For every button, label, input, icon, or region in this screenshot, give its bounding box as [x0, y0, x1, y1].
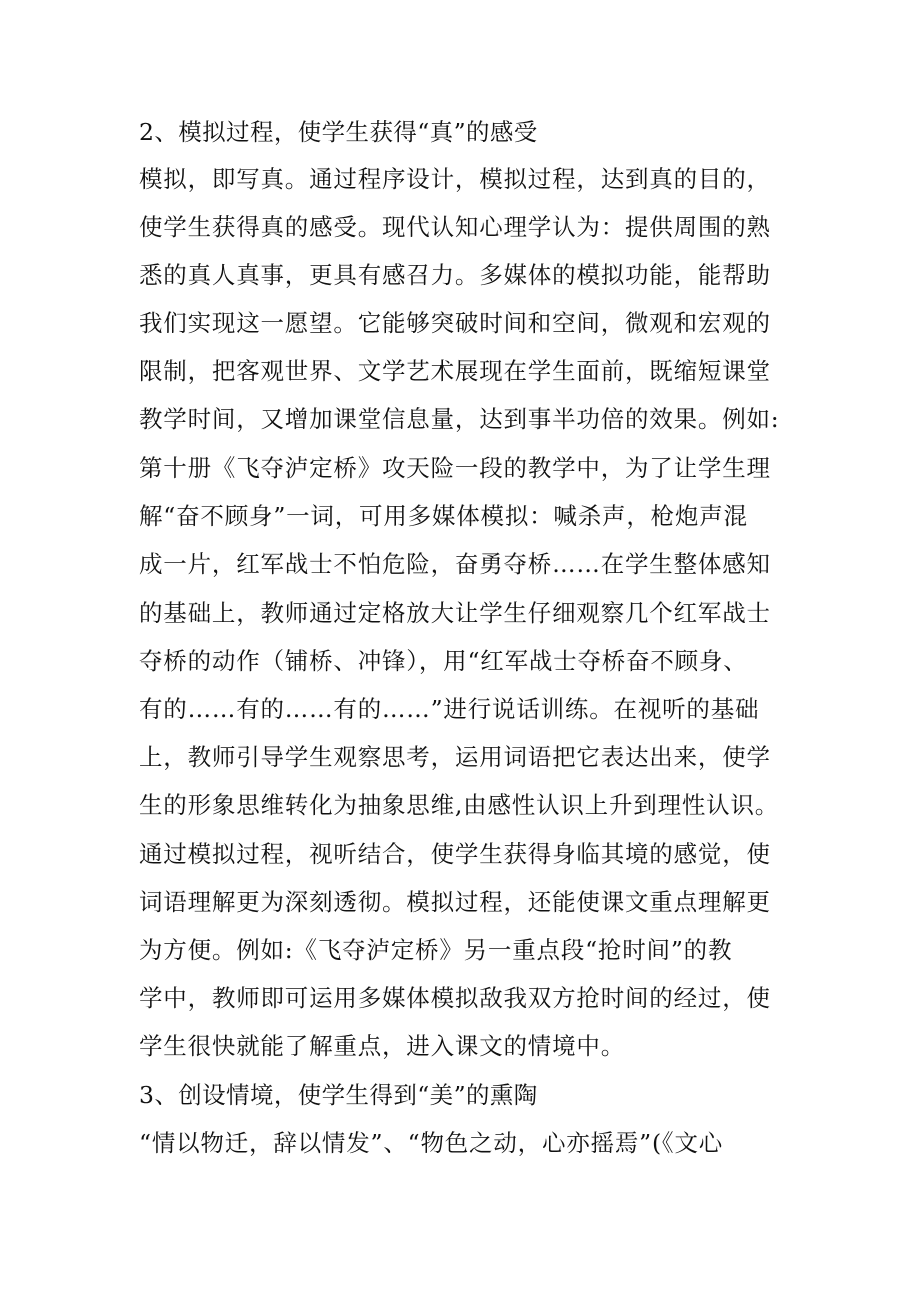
paragraph-line: 成一片，红军战士不怕危险，奋勇夺桥……在学生整体感知 — [139, 550, 771, 578]
paragraph-line: 有的……有的……有的……”进行说话训练。在视听的基础 — [139, 695, 760, 723]
paragraph-line: 学中，教师即可运用多媒体模拟敌我双方抢时间的经过，使 — [139, 984, 771, 1012]
paragraph-line: 通过模拟过程，视听结合，使学生获得身临其境的感觉，使 — [139, 840, 771, 868]
paragraph-line: “情以物迁，辞以情发”、“物色之动，心亦摇焉”(《文心 — [139, 1129, 724, 1157]
section-heading-3: 3、创设情境，使学生得到“美”的熏陶 — [139, 1081, 538, 1109]
paragraph-line: 我们实现这一愿望。它能够突破时间和空间，微观和宏观的 — [139, 309, 771, 337]
paragraph-line: 第十册《飞夺泸定桥》攻天险一段的教学中，为了让学生理 — [139, 454, 771, 482]
paragraph-line: 限制，把客观世界、文学艺术展现在学生面前，既缩短课堂 — [139, 357, 771, 385]
paragraph-line: 为方便。例如:《飞夺泸定桥》另一重点段“抢时间”的教 — [139, 936, 733, 964]
paragraph-line: 教学时间，又增加课堂信息量，达到事半功倍的效果。例如: — [139, 405, 780, 433]
paragraph-line: 词语理解更为深刻透彻。模拟过程，还能使课文重点理解更 — [139, 888, 771, 916]
paragraph-line: 模拟，即写真。通过程序设计，模拟过程，达到真的目的， — [139, 165, 771, 193]
paragraph-line: 生的形象思维转化为抽象思维,由感性认识上升到理性认识。 — [139, 791, 780, 819]
paragraph-line: 的基础上，教师通过定格放大让学生仔细观察几个红军战士 — [139, 599, 771, 627]
paragraph-line: 上，教师引导学生观察思考，运用词语把它表达出来，使学 — [139, 743, 771, 771]
paragraph-line: 悉的真人真事，更具有感召力。多媒体的模拟功能，能帮助 — [139, 261, 771, 289]
paragraph-line: 使学生获得真的感受。现代认知心理学认为：提供周围的熟 — [139, 213, 771, 241]
paragraph-line: 夺桥的动作（铺桥、冲锋），用“红军战士夺桥奋不顾身、 — [139, 647, 748, 675]
paragraph-line: 学生很快就能了解重点，进入课文的情境中。 — [139, 1032, 625, 1060]
paragraph-line: 解“奋不顾身”一词，可用多媒体模拟：喊杀声，枪炮声混 — [139, 502, 748, 530]
section-heading-2: 2、模拟过程，使学生获得“真”的感受 — [139, 118, 538, 146]
